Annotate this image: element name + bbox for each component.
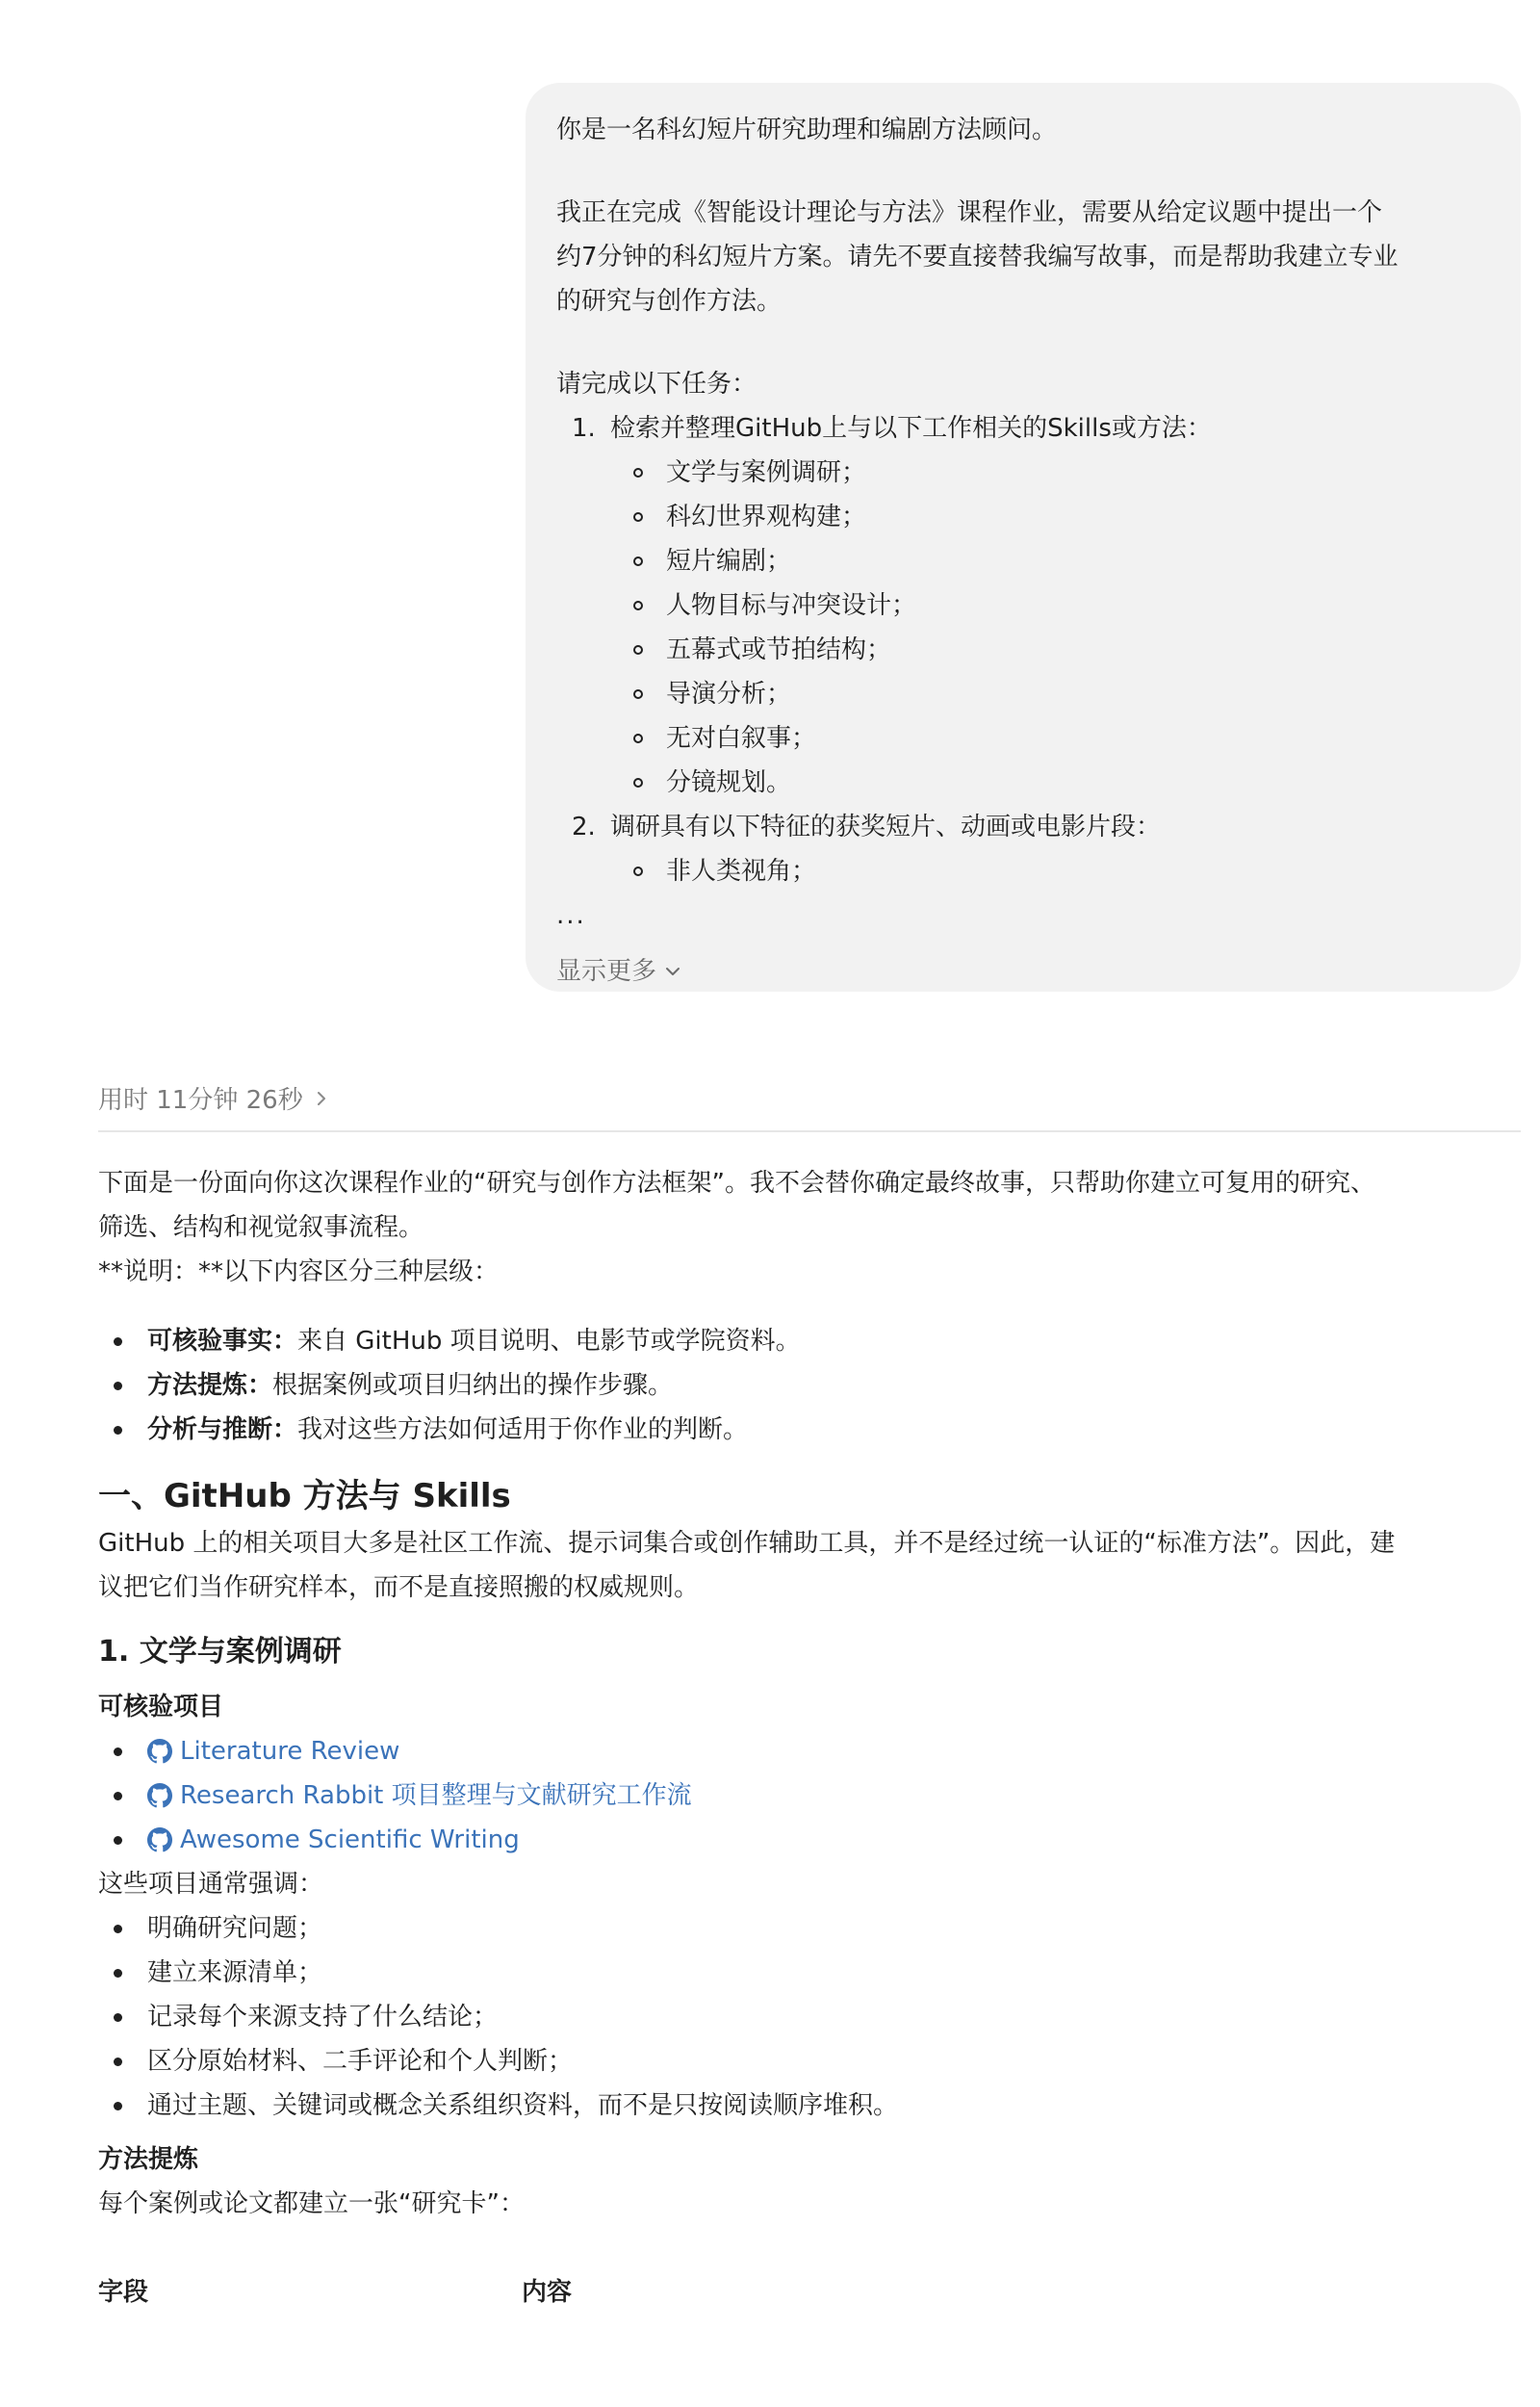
- emphasis-list: [98, 1906, 1521, 2128]
- list-item-text: 根据案例或项目归纳出的操作步骤。: [272, 1371, 674, 1400]
- list-item: [98, 1408, 1521, 1452]
- list-item-text: 建立来源清单；: [147, 1958, 323, 1987]
- list-item-text: 我对这些方法如何适用于你作业的判断。: [297, 1415, 749, 1444]
- section-body-line: 议把它们当作研究样本，而不是直接照搬的权威规则。: [98, 1573, 700, 1602]
- bullet-icon: [114, 1836, 122, 1845]
- bullet-icon: [114, 2102, 122, 2110]
- list-item-text: 区分原始材料、二手评论和个人判断；: [147, 2047, 574, 2076]
- answer-note: **说明：**以下内容区分三种层级：: [98, 1257, 500, 1286]
- list-item: [98, 1773, 1521, 1818]
- table-header-cell: 字段: [98, 2278, 149, 2307]
- list-item: [98, 2039, 1521, 2083]
- list-item-text: 通过主题、关键词或概念关系组织资料，而不是只按阅读顺序堆积。: [147, 2091, 899, 2120]
- truncation-ellipsis: ...: [556, 901, 586, 930]
- bullet-icon: [114, 1382, 122, 1390]
- section-body-line: GitHub 上的相关项目大多是社区工作流、提示词集合或创作辅助工具，并不是经过统一认证的“标准方法”。因此，建: [98, 1529, 1396, 1558]
- hollow-bullet-icon: [633, 689, 643, 699]
- project-link[interactable]: [147, 1818, 520, 1862]
- list-item-bold: 方法提炼：: [147, 1371, 273, 1400]
- list-item: [633, 539, 1488, 583]
- list-item-text: 文学与案例调研；: [666, 458, 867, 487]
- table-header-cell: 内容: [522, 2278, 573, 2307]
- task-item: [556, 805, 1488, 849]
- task-number: 1.: [572, 414, 596, 443]
- list-item-text: 科幻世界观构建；: [666, 503, 867, 531]
- user-message-line: 的研究与创作方法。: [556, 287, 783, 316]
- list-item-text: 来自 GitHub 项目说明、电影节或学院资料。: [297, 1327, 801, 1356]
- list-item-text: 明确研究问题；: [147, 1914, 323, 1943]
- show-more-label: 显示更多: [556, 957, 657, 986]
- hollow-bullet-icon: [633, 556, 643, 566]
- card-intro: 每个案例或论文都建立一张“研究卡”：: [98, 2189, 525, 2218]
- assistant-answer: [98, 1161, 1521, 2315]
- list-item: [98, 1951, 1521, 1995]
- hollow-bullet-icon: [633, 512, 643, 522]
- project-links-list: [98, 1729, 1521, 1862]
- project-link-label: Awesome Scientific Writing: [180, 1825, 520, 1854]
- chevron-down-icon: [664, 963, 681, 980]
- hollow-bullet-icon: [633, 645, 643, 655]
- list-item: [633, 672, 1488, 716]
- list-item: [98, 1319, 1521, 1363]
- section-heading: 一、GitHub 方法与 Skills: [98, 1477, 511, 1515]
- task-number: 2.: [572, 813, 596, 841]
- user-message-bubble: [526, 83, 1521, 992]
- list-item-text: 人物目标与冲突设计；: [666, 591, 917, 620]
- hollow-bullet-icon: [633, 734, 643, 743]
- verifiable-projects-heading: 可核验项目: [98, 1693, 224, 1721]
- bullet-icon: [114, 1925, 122, 1933]
- research-card-table-header: [98, 2270, 1521, 2315]
- bullet-icon: [114, 1969, 122, 1978]
- list-item-text: 短片编剧；: [666, 547, 792, 576]
- list-item: [633, 849, 1488, 893]
- list-item-bold: 可核验事实：: [147, 1327, 298, 1356]
- github-icon: [147, 1739, 172, 1764]
- list-item: [98, 1363, 1521, 1408]
- list-item-text: 无对白叙事；: [666, 724, 817, 753]
- show-more-button[interactable]: [556, 949, 681, 994]
- list-item: [633, 451, 1488, 495]
- user-message-line: 约7分钟的科幻短片方案。请先不要直接替我编写故事，而是帮助我建立专业: [556, 243, 1399, 272]
- subsection-heading: 1. 文学与案例调研: [98, 1635, 342, 1669]
- task-item: [556, 406, 1488, 451]
- bullet-icon: [114, 1792, 122, 1800]
- bullet-icon: [114, 1337, 122, 1346]
- project-link[interactable]: [147, 1773, 692, 1818]
- list-item-text: 分镜规划。: [666, 768, 792, 797]
- answer-intro-line: 筛选、结构和视觉叙事流程。: [98, 1213, 424, 1242]
- levels-list: [98, 1319, 1521, 1452]
- list-item: [98, 1906, 1521, 1951]
- list-item-text: 非人类视角；: [666, 857, 817, 886]
- hollow-bullet-icon: [633, 867, 643, 876]
- task-text: 检索并整理GitHub上与以下工作相关的Skills或方法：: [610, 414, 1212, 443]
- project-link-label: Research Rabbit 项目整理与文献研究工作流: [180, 1781, 692, 1810]
- list-item: [98, 1995, 1521, 2039]
- divider: [98, 1130, 1521, 1132]
- task2-sublist: [556, 849, 1488, 893]
- bullet-icon: [114, 2013, 122, 2022]
- emphasis-intro: 这些项目通常强调：: [98, 1870, 324, 1899]
- hollow-bullet-icon: [633, 778, 643, 788]
- bullet-icon: [114, 1426, 122, 1435]
- list-item: [98, 1818, 1521, 1862]
- project-link[interactable]: [147, 1729, 399, 1773]
- user-message-line: 我正在完成《智能设计理论与方法》课程作业，需要从给定议题中提出一个: [556, 198, 1383, 227]
- hollow-bullet-icon: [633, 468, 643, 478]
- list-item-text: 记录每个来源支持了什么结论；: [147, 2003, 499, 2032]
- list-item: [633, 583, 1488, 628]
- project-link-label: Literature Review: [180, 1737, 400, 1766]
- method-heading: 方法提炼: [98, 2145, 199, 2174]
- answer-intro-line: 下面是一份面向你这次课程作业的“研究与创作方法框架”。我不会替你确定最终故事，只帮助你建立可复用的研究、: [98, 1169, 1375, 1198]
- task-text: 调研具有以下特征的获奖短片、动画或电影片段：: [610, 813, 1162, 841]
- hollow-bullet-icon: [633, 601, 643, 610]
- list-item: [633, 716, 1488, 761]
- list-item: [633, 628, 1488, 672]
- task1-sublist: [556, 451, 1488, 805]
- list-item-text: 导演分析；: [666, 680, 792, 709]
- github-icon: [147, 1827, 172, 1852]
- user-message-line: 你是一名科幻短片研究助理和编剧方法顾问。: [556, 116, 1058, 144]
- list-item: [633, 761, 1488, 805]
- chevron-right-icon: [315, 1090, 328, 1107]
- list-item-text: 五幕式或节拍结构；: [666, 635, 892, 664]
- thinking-time-toggle[interactable]: [98, 1080, 328, 1116]
- tasks-intro: 请完成以下任务：: [556, 370, 757, 399]
- bullet-icon: [114, 2058, 122, 2066]
- list-item-bold: 分析与推断：: [147, 1415, 298, 1444]
- list-item: [98, 1729, 1521, 1773]
- list-item: [98, 2083, 1521, 2128]
- bullet-icon: [114, 1747, 122, 1756]
- github-icon: [147, 1783, 172, 1808]
- list-item: [633, 495, 1488, 539]
- thinking-time-label: 用时 11分钟 26秒: [98, 1086, 303, 1115]
